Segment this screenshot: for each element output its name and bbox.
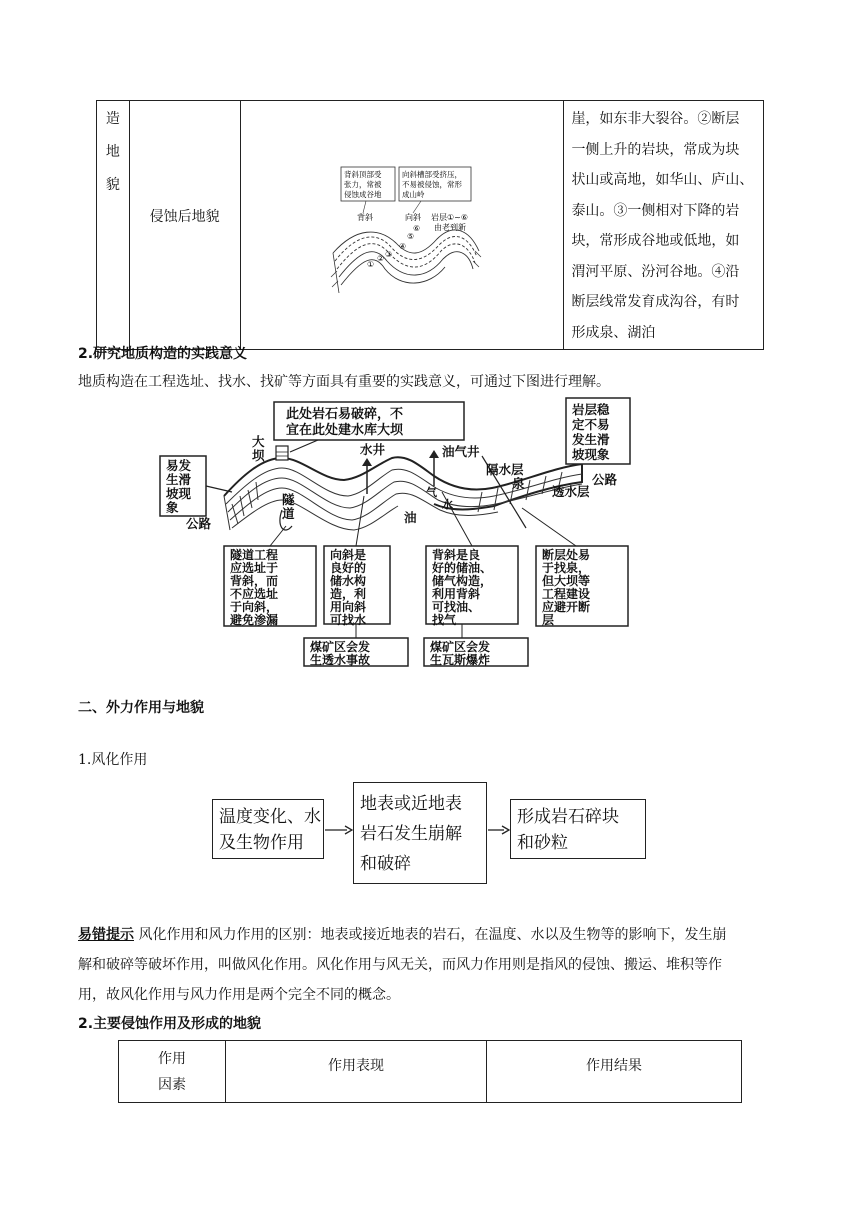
table-cell-diagram: [240, 101, 564, 350]
box-left-line: 象: [166, 500, 179, 515]
flow-box-line: 和破碎: [360, 854, 411, 874]
desc-line: 状山或高地，如华山、庐山、: [571, 172, 754, 188]
label-water-well: 水井: [360, 442, 386, 457]
table-cell-category: [97, 101, 130, 350]
label-tunnel: 道: [282, 506, 295, 521]
box-anticline-line: 背斜是良: [432, 548, 481, 562]
box-tunnel-line: 隧道工程: [230, 548, 279, 562]
flow-box-line: 和砂粒: [517, 833, 568, 853]
box-fault-line: 于找泉，: [542, 561, 591, 575]
desc-line: 渭河平原、汾河谷地。④沿: [571, 263, 740, 280]
box-coal-water-line: 煤矿区会发: [310, 640, 371, 654]
tip-line: [78, 920, 788, 950]
label-tunnel: 隧: [282, 492, 295, 507]
label-aquifer: 透水层: [552, 484, 590, 499]
label-oil: 油: [404, 510, 417, 525]
tip-label: 易错提示: [78, 927, 134, 943]
desc-line: 块，常形成谷地或低地，如: [571, 233, 740, 249]
box-syncline-line: 良好的: [330, 561, 367, 575]
label-road-left: 公路: [186, 516, 212, 531]
layer-num: ⑤: [406, 232, 414, 241]
box-fault-line: 应避开断: [542, 600, 591, 614]
box-anticline-line: 储气构造，: [432, 574, 493, 588]
label-syncline: 向斜: [404, 213, 421, 222]
category-char: 造: [105, 111, 120, 127]
header-performance: 作用表现: [226, 1041, 487, 1103]
desc-line: 泰山。③一侧相对下降的岩: [571, 202, 740, 219]
layer-num: ①: [366, 260, 374, 269]
label-layers-line: 由老到新: [433, 223, 466, 232]
flow-box-line: 温度变化、水: [219, 807, 321, 827]
category-char: 地: [105, 144, 120, 160]
category-char: 貌: [105, 177, 120, 193]
label-dam: 坝: [252, 448, 265, 463]
box-syncline-line: 储水构: [330, 574, 367, 588]
section-heading: 2.研究地质构造的实践意义: [78, 346, 248, 362]
flow-box-line: 形成岩石碎块: [517, 807, 619, 827]
box-fault-line: 工程建设: [542, 587, 591, 601]
label-anticline: 背斜: [356, 213, 373, 222]
flow-box-line: 地表或近地表: [360, 794, 462, 814]
note-right-line: 成山岭: [401, 190, 425, 199]
flow-box-line: 岩石发生崩解: [360, 824, 462, 844]
box-tunnel-line: 于向斜，: [230, 600, 279, 614]
section-heading: 二、外力作用与地貌: [78, 700, 204, 716]
header-factor: [119, 1041, 226, 1103]
flow-box-1: [212, 799, 324, 859]
note-right-line: 向斜槽部受挤压，: [401, 170, 462, 179]
box-coal-water-line: 生透水事故: [310, 653, 371, 667]
box-top-line: 此处岩石易破碎，不: [286, 407, 404, 422]
layer-num: ⑥: [412, 224, 420, 233]
subsection-heading: 1.风化作用: [78, 752, 148, 768]
table-cell-label: [129, 101, 240, 350]
label-layers-line: 岩层①~⑥: [430, 213, 468, 222]
label-gas: 气: [426, 486, 437, 499]
landform-table: [96, 100, 764, 350]
box-syncline-line: 造，利: [330, 587, 367, 601]
box-tunnel-line: 避免渗漏: [230, 613, 279, 627]
geo-structure-diagram: [152, 396, 632, 668]
flow-box-line: 及生物作用: [219, 833, 304, 853]
error-tip: [78, 920, 788, 1010]
box-anticline-line: 可找油、: [432, 600, 481, 614]
box-right-top-line: 发生滑: [572, 432, 610, 447]
note-left-line: 侵蚀成谷地: [343, 190, 382, 199]
label-water: 水: [442, 498, 453, 511]
box-fault-line: 断层处易: [542, 548, 591, 562]
note-right-line: 不易被侵蚀，常形: [401, 180, 462, 189]
tip-line: 用，故风化作用与风力作用是两个完全不同的概念。: [78, 987, 400, 1003]
tip-text: 风化作用和风力作用的区别：地表或接近地表的岩石，在温度、水以及生物等的影响下，发生崩: [138, 927, 727, 943]
layer-num: ④: [398, 242, 406, 251]
header-result: 作用结果: [487, 1041, 742, 1103]
box-left-line: 坡现: [166, 486, 192, 501]
box-coal-gas-line: 生瓦斯爆炸: [430, 653, 491, 667]
label-oilwell: 油气井: [442, 444, 480, 459]
note-left-line: 张力，常被: [343, 180, 382, 189]
label-spring: 泉: [512, 476, 525, 491]
box-tunnel-line: 不应选址: [230, 587, 279, 601]
box-tunnel-line: 应选址于: [230, 561, 279, 575]
desc-line: 崖，如东非大裂谷。②断层: [571, 111, 740, 127]
box-fault-line: 层: [542, 613, 555, 627]
arrow-icon: [325, 824, 353, 836]
note-left-line: 背斜顶部受: [343, 170, 382, 179]
box-right-top-line: 定不易: [572, 417, 610, 432]
flow-box-3: [510, 799, 646, 859]
erosion-fold-diagram: [241, 101, 569, 339]
box-right-top-line: 坡现象: [572, 447, 610, 462]
box-tunnel-line: 背斜，而: [230, 574, 279, 588]
box-left-line: 易发: [166, 458, 192, 473]
box-syncline-line: 用向斜: [330, 600, 367, 614]
box-coal-gas-line: 煤矿区会发: [430, 640, 491, 654]
box-left-line: 生滑: [166, 472, 192, 487]
arrow-icon: [488, 824, 510, 836]
box-syncline-line: 可找水: [330, 613, 367, 627]
row-label: 侵蚀后地貌: [149, 209, 220, 225]
desc-line: 断层线常发育成沟谷，有时: [571, 294, 740, 310]
box-fault-line: 但大坝等: [542, 574, 591, 588]
label-dam: 大: [252, 434, 265, 449]
box-right-top-line: 岩层稳: [572, 402, 610, 417]
box-anticline-line: 利用背斜: [432, 587, 481, 601]
tip-line: 解和破碎等破坏作用，叫做风化作用。风化作用与风无关，而风力作用则是指风的侵蚀、搬运、堆积等作: [78, 957, 722, 973]
header-factor-line: 作用: [158, 1050, 186, 1067]
label-aquiclude: 隔水层: [486, 462, 524, 477]
label-road-right: 公路: [592, 472, 618, 487]
layer-num: ②: [376, 254, 384, 263]
section-intro: 地质构造在工程选址、找水、找矿等方面具有重要的实践意义，可通过下图进行理解。: [78, 374, 610, 390]
desc-line: 形成泉、湖泊: [571, 324, 656, 341]
table-cell-description: [564, 101, 764, 350]
box-syncline-line: 向斜是: [330, 548, 367, 562]
subsection-heading: 2.主要侵蚀作用及形成的地貌: [78, 1016, 262, 1032]
layer-num: ③: [384, 250, 392, 259]
box-top-line: 宜在此处建水库大坝: [286, 423, 404, 438]
desc-line: 一侧上升的岩块，常成为块: [571, 141, 740, 158]
box-anticline-line: 找气: [432, 613, 457, 627]
erosion-table: [118, 1040, 742, 1103]
flow-box-2: [353, 782, 487, 884]
box-anticline-line: 好的储油、: [432, 561, 493, 575]
header-factor-line: 因素: [158, 1076, 186, 1093]
